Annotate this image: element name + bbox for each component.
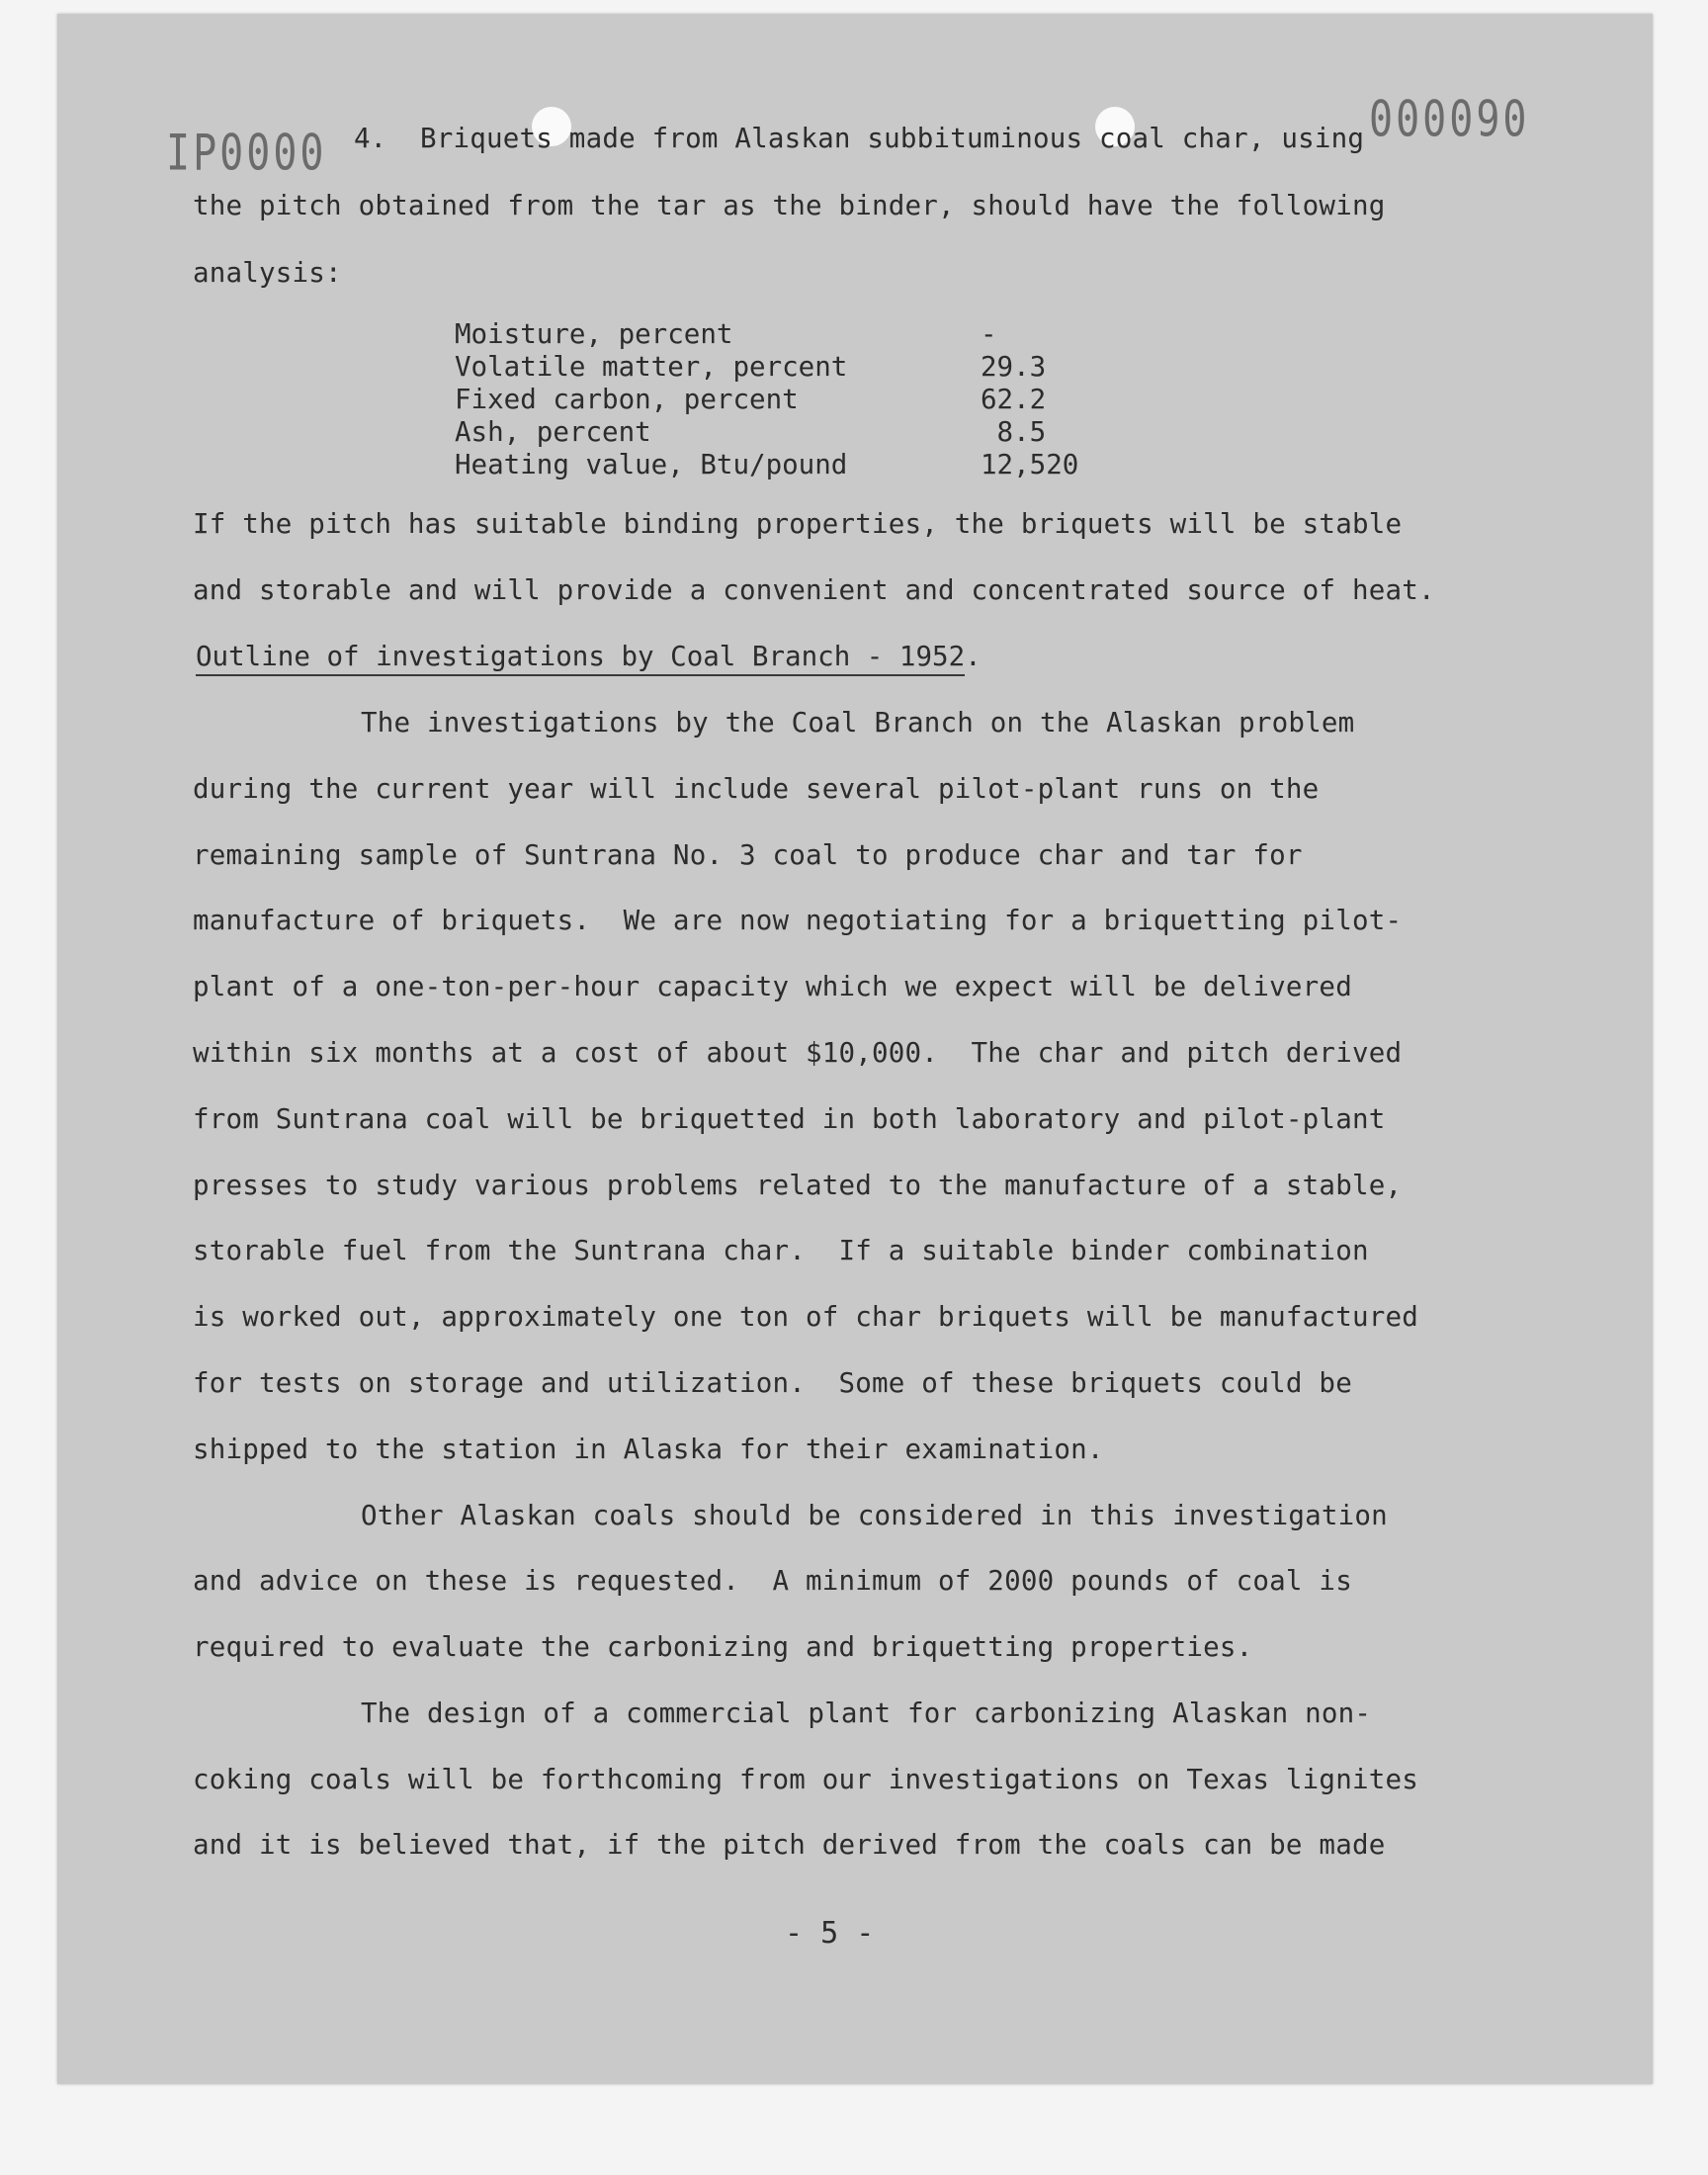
table-row [455, 318, 1078, 351]
analysis-label: Heating value, Btu/pound [455, 449, 848, 480]
section-heading-text: Outline of investigations by Coal Branch - 1952 [196, 641, 965, 676]
page-number: - 5 - [785, 1916, 875, 1951]
section-heading [196, 641, 982, 672]
table-row [455, 351, 1078, 384]
analysis-label: Ash, percent [455, 416, 651, 448]
intro-line: the pitch obtained from the tar as the binder, should have the following [193, 190, 1386, 221]
paragraph-line: and advice on these is requested. A minimum of 2000 pounds of coal is [193, 1565, 1352, 1597]
analysis-value: 12,520 [981, 449, 1079, 480]
paragraph-line: remaining sample of Suntrana No. 3 coal to produce char and tar for [193, 839, 1303, 871]
table-row [455, 449, 1078, 481]
paragraph-line: for tests on storage and utilization. Some of these briquets could be [193, 1367, 1352, 1399]
paragraph-line: is worked out, approximately one ton of char briquets will be manufactured [193, 1301, 1418, 1333]
table-row [455, 384, 1078, 416]
paragraph-line: manufacture of briquets. We are now negotiating for a briquetting pilot- [193, 905, 1403, 936]
body-line: and storable and will provide a convenient and concentrated source of heat. [193, 574, 1435, 606]
paragraph-line: storable fuel from the Suntrana char. If a suitable binder combination [193, 1235, 1369, 1266]
analysis-value: - [981, 318, 997, 350]
document-id-stamp-right: 000090 [1369, 91, 1530, 148]
paragraph-line: coking coals will be forthcoming from our investigations on Texas lignites [193, 1764, 1418, 1795]
paragraph-line: during the current year will include several pilot-plant runs on the [193, 773, 1320, 805]
paragraph-line: The design of a commercial plant for carbonizing Alaskan non- [361, 1697, 1372, 1729]
paragraph-line: required to evaluate the carbonizing and briquetting properties. [193, 1631, 1253, 1663]
analysis-value: 62.2 [981, 384, 1047, 415]
body-line: If the pitch has suitable binding properties, the briquets will be stable [193, 508, 1403, 540]
analysis-label: Volatile matter, percent [455, 351, 848, 383]
paragraph-line: and it is believed that, if the pitch derived from the coals can be made [193, 1829, 1386, 1861]
intro-line: Briquets made from Alaskan subbituminous coal char, using [420, 123, 1365, 154]
analysis-value: 8.5 [981, 416, 1047, 448]
paragraph-line: plant of a one-ton-per-hour capacity which we expect will be delivered [193, 971, 1352, 1002]
paragraph-line: Other Alaskan coals should be considered in this investigation [361, 1500, 1388, 1531]
paragraph-line: The investigations by the Coal Branch on the Alaskan problem [361, 707, 1355, 739]
paragraph-line: from Suntrana coal will be briquetted in both laboratory and pilot-plant [193, 1103, 1386, 1135]
paragraph-line: shipped to the station in Alaska for their examination. [193, 1434, 1104, 1465]
analysis-label: Moisture, percent [455, 318, 733, 350]
document-id-stamp-left: IP0000 [166, 125, 327, 182]
analysis-label: Fixed carbon, percent [455, 384, 799, 415]
item-number: 4. [354, 123, 387, 154]
intro-line: analysis: [193, 257, 342, 289]
table-row [455, 416, 1078, 449]
section-heading-period: . [965, 641, 982, 672]
paragraph-line: within six months at a cost of about $10,000. The char and pitch derived [193, 1037, 1403, 1069]
coal-analysis-table [455, 318, 1078, 481]
analysis-value: 29.3 [981, 351, 1047, 383]
paragraph-line: presses to study various problems related to the manufacture of a stable, [193, 1170, 1403, 1201]
